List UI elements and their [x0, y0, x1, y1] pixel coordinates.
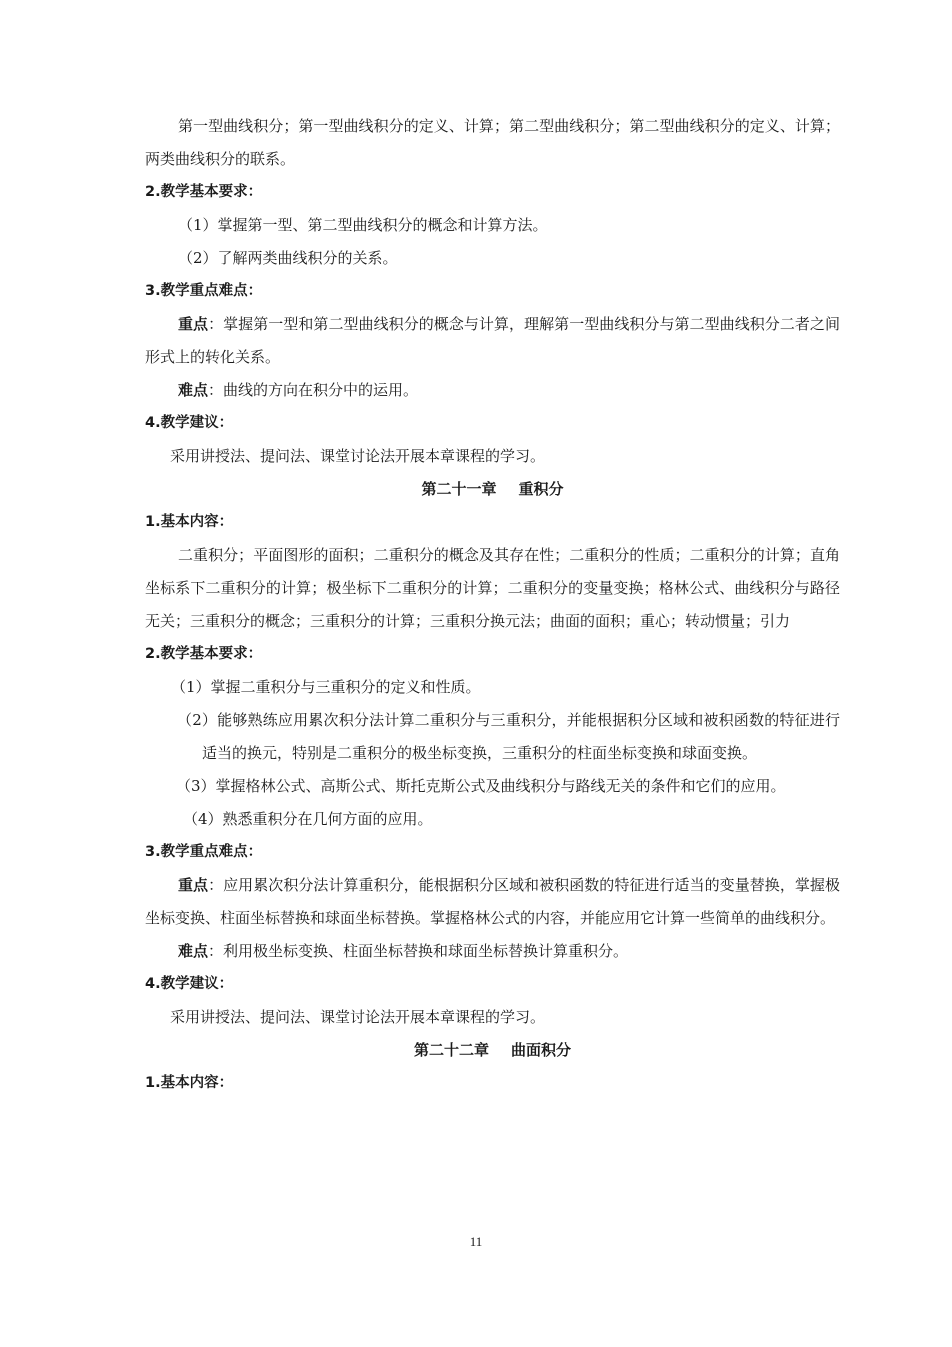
ch21-requirement-item-2: （2）能够熟练应用累次积分法计算二重积分与三重积分，并能根据积分区域和被积函数的特征进行适当的换元，特别是二重积分的极坐标变换，三重积分的柱面坐标变换和球面变换。: [177, 711, 840, 762]
ch21-content-heading: 1.基本内容：: [145, 514, 234, 530]
page-content: [145, 110, 840, 1100]
page-number: 11: [469, 1234, 483, 1249]
ch20-key-points-heading: 3.教学重点难点：: [145, 283, 263, 299]
ch21-requirements-heading: 2.教学基本要求：: [145, 646, 263, 662]
ch21-requirement-item-1: （1）掌握二重积分与三重积分的定义和性质。: [171, 678, 481, 696]
ch20-difficulty-paragraph: [145, 374, 840, 407]
ch21-difficulty-text: ：利用极坐标变换、柱面坐标替换和球面坐标替换计算重积分。: [208, 942, 629, 960]
ch22-content-heading: 1.基本内容：: [145, 1075, 234, 1091]
chapter-22-number: 第二十二章: [413, 1041, 489, 1059]
ch20-requirement-item-1: （1）掌握第一型、第二型曲线积分的概念和计算方法。: [178, 216, 548, 234]
chapter-22-title: [145, 1034, 840, 1067]
chapter-22-name: 曲面积分: [511, 1041, 572, 1059]
chapter-21-title: [145, 473, 840, 506]
ch21-suggestion-heading: 4.教学建议：: [145, 976, 234, 992]
ch20-suggestion-text: 采用讲授法、提问法、课堂讨论法开展本章课程的学习。: [170, 447, 546, 465]
ch21-key-point-paragraph: [145, 869, 840, 935]
ch20-key-point-paragraph: [145, 308, 840, 374]
ch21-difficulty-label: 难点: [178, 942, 209, 960]
chapter-21-name: 重积分: [518, 480, 564, 498]
ch21-requirement-item-3: （3）掌握格林公式、高斯公式、斯托克斯公式及曲线积分与路线无关的条件和它们的应用。: [176, 777, 786, 795]
ch20-difficulty-text: ：曲线的方向在积分中的运用。: [208, 381, 419, 399]
ch20-key-point-text: ：掌握第一型和第二型曲线积分的概念与计算，理解第一型曲线积分与第二型曲线积分二者之间形式上的转化关系。: [145, 315, 840, 366]
ch21-requirement-item-4: （4）熟悉重积分在几何方面的应用。: [183, 810, 433, 828]
ch20-difficulty-label: 难点: [178, 381, 209, 399]
ch20-requirement-item-2: （2）了解两类曲线积分的关系。: [178, 249, 398, 267]
ch21-key-points-heading: 3.教学重点难点：: [145, 844, 263, 860]
chapter-21-number: 第二十一章: [421, 480, 497, 498]
ch20-content-text: 第一型曲线积分；第一型曲线积分的定义、计算；第二型曲线积分；第二型曲线积分的定义、计算；两类曲线积分的联系。: [145, 117, 840, 168]
ch20-requirements-heading: 2.教学基本要求：: [145, 184, 263, 200]
ch20-suggestion-heading: 4.教学建议：: [145, 415, 234, 431]
ch21-difficulty-paragraph: [145, 935, 840, 968]
ch21-key-point-text: ：应用累次积分法计算重积分，能根据积分区域和被积函数的特征进行适当的变量替换，掌握极坐标变换、柱面坐标替换和球面坐标替换。掌握格林公式的内容，并能应用它计算一些简单的曲线积分。: [145, 876, 840, 927]
ch21-suggestion-text: 采用讲授法、提问法、课堂讨论法开展本章课程的学习。: [170, 1008, 546, 1026]
ch21-key-point-label: 重点: [178, 876, 209, 894]
ch20-key-point-label: 重点: [178, 315, 209, 333]
ch21-content-text: 二重积分；平面图形的面积；二重积分的概念及其存在性；二重积分的性质；二重积分的计算；直角坐标系下二重积分的计算；极坐标下二重积分的计算；二重积分的变量变换；格林公式、曲线积分与路径无关；三重积分的概念；三重积分的计算；三重积分换元法；曲面的面积；重心；转动惯量；引力: [145, 546, 840, 630]
